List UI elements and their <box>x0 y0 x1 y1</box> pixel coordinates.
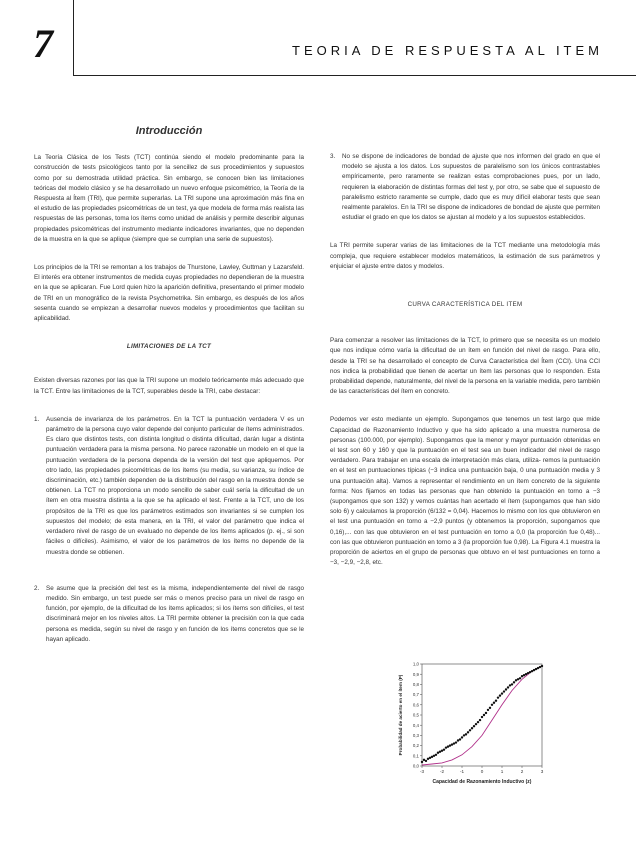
chapter-number: 7 <box>33 21 53 66</box>
data-point <box>481 716 483 718</box>
icc-chart <box>392 658 552 788</box>
data-point <box>467 731 469 733</box>
data-point <box>511 683 513 685</box>
data-point <box>475 723 477 725</box>
y-tick-label: 0,7 <box>412 692 419 698</box>
data-point <box>469 729 471 731</box>
y-tick-label: 0,0 <box>412 763 419 769</box>
list-item <box>330 152 600 223</box>
section-heading-limitaciones: LIMITACIONES DE LA TCT <box>126 343 212 351</box>
data-point <box>425 760 427 762</box>
paragraph: La Teoría Clásica de los Tests (TCT) continúa siendo el modelo predominante para la construcción de tests psicológicos tanto por la sencillez de sus procedimientos y supuestos como por su demostrada utilidad práctica. Sin embargo, se conocen bien las limitaciones teóricas del modelo clásico y se ha desarrollado un nuevo enfoque psicométrico, la Teoría de la Respuesta al Ítem (TRI), que permite superarlas. La TRI supone una aproximación más fina en el estudio de las propiedades psicométricas de un test, ya que modela de forma más realista las respuestas de las personas, toma los ítems como unidad de análisis y permite describir algunas propiedades psicométricas del instrumento mediante indicadores invariantes, que no dependen de la muestra en la que se aplique (siempre que se cumplan una serie de supuestos). <box>34 154 304 243</box>
list-number: 3. <box>330 153 336 160</box>
y-tick-label: 0,9 <box>412 671 419 677</box>
paragraph: Podemos ver esto mediante un ejemplo. Supongamos que tenemos un test largo que mide Capacidad de Razonamiento Inductivo y que ha sido aplicado a una muestra numerosa de personas (100.000, por ejemplo). Supongamos que la menor y mayor puntuación obtenidas en el test son 60 y 160 y que la puntuación en el test sea un buen indicador del nivel de rasgo verdadero. Para trabajar en una escala de interpretación más clara, utiliza- remos la puntuación en el test en puntuaciones típicas (−3 indica una puntuación baja, 0 una puntuación media y 3 una puntuación alta). Vamos a representar el rendimiento en un ítem concreto de la siguiente forma: Nos fijamos en todas las personas que han obtenido la puntuación en torno a −3 (supongamos que son 132) y vemos cuántas han acertado el ítem (supongamos que han sido solo 6) y calculamos la proporción (6/132 = 0,04). Hacemos lo mismo con los que obtuvieron en el test una puntuación en torno a −2,9 puntos (y obtenemos la proporción, supongamos que 0,16),... con las que obtuvieron en el test puntuación en torno a 0,0 (la proporción fue 0,48)... con las que obtuvieron puntuación en torno a 3 (la proporción fue 0,98). La Figura 4.1 muestra la proporción de aciertos en el grupo de personas que obtuvo en el test puntuaciones en torno a −3, −2,9, −2,8, etc. <box>330 416 600 567</box>
header-vertical-rule <box>73 0 74 76</box>
data-point <box>501 692 503 694</box>
list-item <box>34 584 304 645</box>
paragraph: Existen diversas razones por las que la TRI supone un modelo teóricamente más adecuado que la TCT. Entre las limitaciones de la TCT, superables desde la TRI, cabe destacar: <box>34 377 304 395</box>
data-point <box>499 694 501 696</box>
x-tick-label: -2 <box>439 769 445 774</box>
x-axis-label: Capacidad de Razonamiento Inductivo (z) <box>432 779 532 785</box>
data-point <box>513 681 515 683</box>
data-point <box>461 736 463 738</box>
x-tick-label: 0 <box>480 769 484 774</box>
y-tick-label: 0,8 <box>412 682 419 687</box>
y-tick-label: 0,3 <box>412 733 419 738</box>
x-tick-label: 1 <box>500 769 504 774</box>
data-point <box>485 712 487 714</box>
data-point <box>491 704 493 706</box>
data-point <box>503 690 505 692</box>
y-tick-label: 0,2 <box>412 743 419 749</box>
data-point <box>459 738 461 740</box>
paragraph: Para comenzar a resolver las limitaciones de la TCT, lo primero que se necesita es un modelo que nos indique cómo varía la dificultad de un ítem en función del nivel de rasgo. Para ello, desde la TRI se ha desarrollado el concepto de Curva Característica del Ítem (CCI). Una CCI nos indica la probabilidad que tienen de acertar un ítem las personas que lo responden. Esta probabilidad depende, naturalmente, del nivel de la persona en la variable medida, pero también de las características del ítem en concreto. <box>330 337 600 396</box>
data-point <box>505 688 507 690</box>
icc-curve-line <box>422 666 542 765</box>
data-point <box>477 721 479 723</box>
data-point <box>495 700 497 702</box>
y-tick-label: 0,4 <box>412 722 419 728</box>
data-point <box>473 725 475 727</box>
data-point <box>487 709 489 711</box>
left-column <box>34 126 304 663</box>
data-point <box>507 686 509 688</box>
y-tick-label: 1,0 <box>412 661 419 667</box>
data-point <box>455 741 457 743</box>
header-horizontal-rule <box>73 75 636 76</box>
list-number: 2. <box>34 584 40 592</box>
x-tick-label: -3 <box>419 769 425 774</box>
intro-heading: Introducción <box>135 125 203 137</box>
data-point <box>471 727 473 729</box>
paragraph: La TRI permite superar varias de las limitaciones de la TCT mediante una metodología más compleja, que requiere establecer modelos matemáticos, la estimación de sus parámetros y enjuiciar el ajuste entre datos y modelos. <box>330 242 600 270</box>
data-point <box>483 714 485 716</box>
data-point <box>519 677 521 679</box>
icc-chart-svg <box>392 658 552 788</box>
y-tick-label: 0,1 <box>412 753 419 759</box>
x-tick-label: -1 <box>459 769 465 774</box>
running-title: TEORIA DE RESPUESTA AL ITEM <box>292 43 603 58</box>
section-heading-curva: CURVA CARACTERÍSTICA DEL ITEM <box>407 301 523 309</box>
data-point <box>465 733 467 735</box>
y-tick-label: 0,6 <box>412 702 419 708</box>
list-item <box>34 415 304 558</box>
data-point <box>541 665 543 667</box>
data-point <box>443 748 445 750</box>
list-text: Ausencia de invarianza de los parámetros. En la TCT la puntuación verdadera V es un parámetro de la persona cuyo valor depende del conjunto particular de ítems administrados. Es claro que distintos tests, con distinta longitud o distinta dificultad, darán lugar a distinta puntuación verdadera para la misma persona. No parece razonable un modelo en el que la puntuación verdadera de la persona dependa de la versión del test que apliquemos. Por otro lado, las propiedades psicométricas de los ítems (su media, su varianza, su índice de discriminación, etc.) también dependen de la distribución del rasgo en la muestra donde se obtienen. La TCT no proporciona un modo sencillo de saber cuál sería la dificultad de un ítem en otra muestra distinta a la que se ha aplicado el test. Frente a la TCT, uno de los propósitos de la TRI es que los parámetros estimados son invariantes si se cumplen los supuestos del modelo; de esta manera, en la TRI, el valor del parámetro que indica el verdadero nivel de rasgo de un evaluado no depende de los ítems aplicados (p. ej., si son fáciles o difíciles). Asimismo, el valor de los parámetros de los ítems no depende de la muestra donde se obtienen. <box>46 415 304 556</box>
data-point <box>489 707 491 709</box>
data-point <box>435 754 437 756</box>
data-point <box>493 702 495 704</box>
data-point <box>497 696 499 698</box>
x-tick-label: 3 <box>540 769 544 774</box>
x-tick-label: 2 <box>520 769 524 774</box>
paragraph: Los principios de la TRI se remontan a los trabajos de Thurstone, Lawley, Guttman y Lazarsfeld. El interés era obtener instrumentos de medida cuyas propiedades no dependieran de la muestra en la que se aplicaran. Fue Lord quien hizo la aparición definitiva, presentando el primer modelo de TRI en un monográfico de la revista Psychometrika. Sin embargo, es después de los años sesenta cuando se empiezan a desarrollar nuevos modelos y procedimientos que facilitan su aplicabilidad. <box>34 264 304 323</box>
y-tick-label: 0,5 <box>412 712 419 718</box>
data-point <box>421 761 423 763</box>
list-text: No se dispone de indicadores de bondad de ajuste que nos informen del grado en que el modelo se ajusta a los datos. Los supuestos de paralelismo son los únicos contrastables empíricamente, pero raramente se realizan estas comprobaciones pues, por un lado, requieren la elaboración de distintas formas del test y, por otro, se sabe que el supuesto de paralelismo estricto raramente se cumple, dado que es muy difícil elaborar tests que sean realmente paralelos. En la TRI se dispone de indicadores de bondad de ajuste que permiten estudiar el grado en que los datos se ajustan al modelo y a los supuestos establecidos. <box>342 153 600 222</box>
y-axis-label: Probabilidad de acierto en el ítem (P) <box>398 674 403 756</box>
right-column <box>330 152 600 587</box>
data-point <box>479 719 481 721</box>
list-number: 1. <box>34 415 40 423</box>
list-text: Se asume que la precisión del test es la misma, independientemente del nivel de rasgo medido. Sin embargo, un test puede ser más o menos preciso para un nivel de rasgo en función, por ejemplo, de la dificultad de los ítems aplicados; si los ítems son difíciles, el test discriminará mejor en los niveles altos. La TRI permite obtener la precisión con la que cada persona es medida, según su nivel de rasgo y en función de los ítems concretos que se le hayan aplicado. <box>46 584 304 643</box>
